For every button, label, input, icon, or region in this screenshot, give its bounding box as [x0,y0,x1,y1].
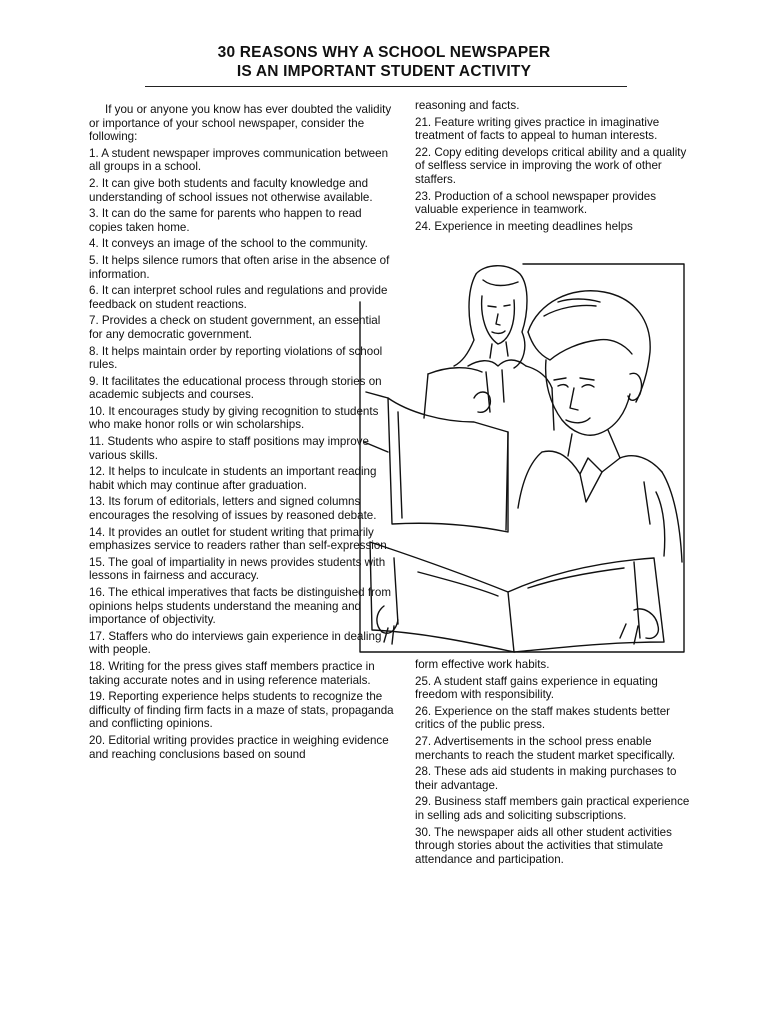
reason-15: 15. The goal of impartiality in news provides students with lessons in fairness and accuracy. [89,555,386,583]
title-line-2: IS AN IMPORTANT STUDENT ACTIVITY [236,63,532,80]
reason-27: 27. Advertisements in the school press enable merchants to reach the student market specifically. [415,734,676,762]
reason-14: 14. It provides an outlet for student writing that primarily emphasizes service to readers rather than self-expression. [89,525,390,553]
left-column [89,103,394,764]
reason-24: 24. Experience in meeting deadlines helps [415,219,633,233]
reason-26: 26. Experience on the staff makes students better critics of the public press. [415,704,671,732]
reason-17: 17. Staffers who do interviews gain experience in dealing with people. [89,629,382,657]
reason-13: 13. Its forum of editorials, letters and signed columns encourages the resolving of issues by reasoned debate. [89,495,377,523]
reason-23: 23. Production of a school newspaper provides valuable experience in teamwork. [415,189,657,217]
reason-9: 9. It facilitates the educational process through stories on academic subjects and courses. [89,374,382,402]
reason-16: 16. The ethical imperatives that facts be distinguished from opinions helps students understand the meaning and importance of objectivity. [89,586,392,627]
page-title [0,43,768,81]
reason-25: 25. A student staff gains experience in equating freedom with responsibility. [415,674,658,702]
reason-29: 29. Business staff members gain practical experience in selling ads and soliciting subscriptions. [415,795,690,822]
reason-1: 1. A student newspaper improves communication between all groups in a school. [89,146,389,174]
reason-10: 10. It encourages study by giving recognition to students who make honor rolls or win scholarships. [89,404,379,432]
students-reading-newspaper-illustration [358,262,686,654]
reason-20: 20. Editorial writing provides practice in weighing evidence and reaching conclusions based on sound [89,733,389,761]
intro-paragraph: If you or anyone you know has ever doubted the validity or importance of your school newspaper, consider the following: [89,103,392,144]
reason-19: 19. Reporting experience helps students to recognize the difficulty of finding firm facts in a maze of stats, propaganda and conflicting opinions. [89,690,394,731]
reason-4: 4. It conveys an image of the school to the community. [89,237,368,251]
reason-21: 21. Feature writing gives practice in imaginative treatment of facts to appeal to human interests. [415,115,660,143]
title-line-1: 30 REASONS WHY A SCHOOL NEWSPAPER [217,44,551,61]
reason-8: 8. It helps maintain order by reporting violations of school rules. [89,344,383,372]
reason-12: 12. It helps to inculcate in students an important reading habit which may continue after graduation. [89,465,377,492]
right-column-bottom [415,658,695,869]
reason-20-continued: reasoning and facts. [415,99,520,112]
reason-7: 7. Provides a check on student government, an essential for any democratic government. [89,314,381,341]
reason-22: 22. Copy editing develops critical ability and a quality of selfless service in improving the work of other staffers. [415,145,687,186]
reason-2: 2. It can give both students and faculty knowledge and understanding of school issues not otherwise available. [89,176,373,204]
reason-5: 5. It helps silence rumors that often arise in the absence of information. [89,253,390,281]
title-divider [145,86,627,87]
reason-24-continued: form effective work habits. [415,658,550,671]
reason-11: 11. Students who aspire to staff positions may improve various skills. [89,435,369,462]
reason-6: 6. It can interpret school rules and regulations and provide feedback on student reactions. [89,284,388,311]
right-column-top [415,99,695,236]
reason-18: 18. Writing for the press gives staff members practice in taking accurate notes and in using reference materials. [89,659,375,687]
reason-28: 28. These ads aid students in making purchases to their advantage. [415,765,677,792]
reason-30: 30. The newspaper aids all other student activities through stories about the activities that stimulate attendance and participation. [415,825,672,866]
reason-3: 3. It can do the same for parents who happen to read copies taken home. [89,207,362,234]
